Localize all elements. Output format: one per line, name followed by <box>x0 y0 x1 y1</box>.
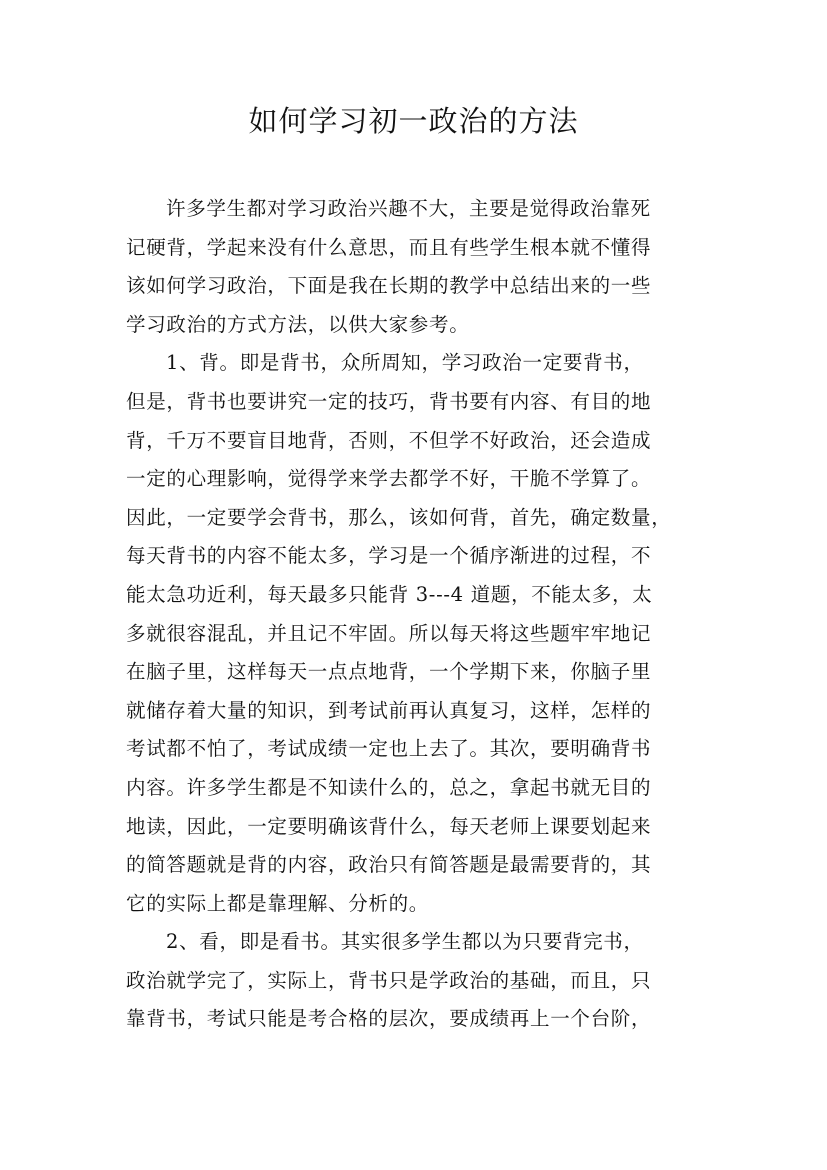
text-line: 背，千万不要盲目地背，否则，不但学不好政治，还会造成 <box>126 428 652 452</box>
text-line: 记硬背，学起来没有什么意思，而且有些学生根本就不懂得 <box>126 235 652 259</box>
text-line: 政治就学完了，实际上，背书只是学政治的基础，而且，只 <box>126 968 652 992</box>
text-line: 学习政治的方式方法，以供大家参考。 <box>126 312 470 336</box>
text-line: 但是，背书也要讲究一定的技巧，背书要有内容、有目的地 <box>126 389 652 413</box>
text-line: 的简答题就是背的内容，政治只有简答题是最需要背的，其 <box>126 853 652 877</box>
text-line: 一定的心理影响，觉得学来学去都学不好，干脆不学算了。 <box>126 467 652 491</box>
text-line: 2、看，即是看书。其实很多学生都以为只要背完书， <box>166 930 644 954</box>
text-line: 靠背书，考试只能是考合格的层次，要成绩再上一个台阶， <box>126 1007 652 1031</box>
text-line: 1、背。即是背书，众所周知，学习政治一定要背书， <box>166 351 644 375</box>
text-line: 多就很容混乱，并且记不牢固。所以每天将这些题牢牢地记 <box>126 621 652 645</box>
text-line: 每天背书的内容不能太多，学习是一个循序渐进的过程，不 <box>126 544 652 568</box>
text-line: 就储存着大量的知识，到考试前再认真复习，这样，怎样的 <box>126 698 652 722</box>
text-line: 内容。许多学生都是不知读什么的，总之，拿起书就无目的 <box>126 775 652 799</box>
text-line: 地读，因此，一定要明确该背什么，每天老师上课要划起来 <box>126 814 652 838</box>
text-line: 该如何学习政治，下面是我在长期的教学中总结出来的一些 <box>126 274 652 298</box>
document-body <box>126 190 716 1039</box>
text-line: 许多学生都对学习政治兴趣不大，主要是觉得政治靠死 <box>166 197 651 220</box>
document-title: 如何学习初一政治的方法 <box>248 104 579 138</box>
text-line: 它的实际上都是靠理解、分析的。 <box>126 891 430 915</box>
text-line: 在脑子里，这样每天一点点地背，一个学期下来，你脑子里 <box>126 660 652 684</box>
text-line: 能太急功近利，每天最多只能背 3---4 道题，不能太多，太 <box>126 582 653 606</box>
text-line: 考试都不怕了，考试成绩一定也上去了。其次，要明确背书 <box>126 737 652 761</box>
text-line: 因此，一定要学会背书，那么，该如何背，首先，确定数量， <box>126 505 672 529</box>
